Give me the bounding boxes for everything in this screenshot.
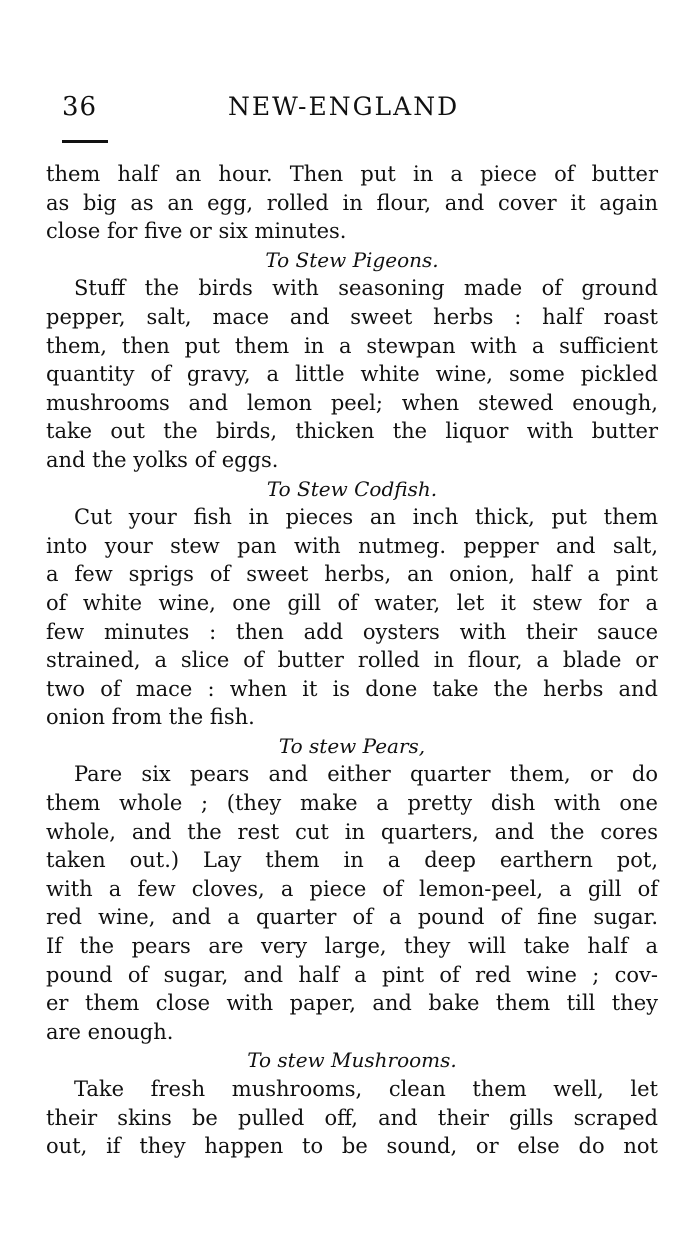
- text-line: out, if they happen to be sound, or else do not: [46, 1134, 658, 1159]
- header-rule: [62, 140, 108, 143]
- text-line: their skins be pulled off, and their gills scraped: [46, 1105, 658, 1130]
- text-line: er them close with paper, and bake them till they: [46, 991, 658, 1016]
- text-line: take out the birds, thicken the liquor with butter: [46, 419, 658, 444]
- page-text: [46, 160, 658, 1161]
- text-line: them, then put them in a stewpan with a sufficient: [46, 333, 658, 358]
- text-line: red wine, and a quarter of a pound of fine sugar.: [46, 905, 658, 930]
- text-line: of white wine, one gill of water, let it stew for a: [46, 590, 658, 615]
- text-line: two of mace : when it is done take the herbs and: [46, 676, 658, 701]
- text-line: whole, and the rest cut in quarters, and the cores: [46, 819, 658, 844]
- text-line: Pare six pears and either quarter them, or do: [74, 762, 658, 787]
- recipe-stew-mushrooms: [46, 1046, 658, 1160]
- recipe-heading: To stew Pears,: [278, 733, 426, 758]
- intro-paragraph: [46, 160, 658, 246]
- text-line: Stuff the birds with seasoning made of ground: [74, 276, 658, 301]
- text-line: them whole ; (they make a pretty dish with one: [46, 791, 658, 816]
- page-number: 36: [62, 92, 98, 122]
- text-line: are enough.: [46, 1019, 174, 1044]
- text-line: Take fresh mushrooms, clean them well, let: [74, 1077, 658, 1101]
- text-line: with a few cloves, a piece of lemon-peel, a gill of: [46, 876, 658, 901]
- text-line: onion from the fish.: [46, 705, 255, 730]
- text-line: close for five or six minutes.: [46, 219, 347, 244]
- recipe-stew-codfish: [46, 475, 658, 732]
- text-line: strained, a slice of butter rolled in flour, a blade or: [46, 648, 658, 673]
- recipe-heading: To Stew Codfish.: [266, 476, 438, 501]
- recipe-heading: To stew Mushrooms.: [247, 1048, 457, 1073]
- text-line: pound of sugar, and half a pint of red wine ; cov-: [46, 962, 658, 987]
- text-line: Cut your fish in pieces an inch thick, put them: [74, 505, 658, 530]
- recipe-stew-pigeons: [46, 246, 658, 475]
- text-line: into your stew pan with nutmeg. pepper and salt,: [46, 533, 658, 558]
- text-line: mushrooms and lemon peel; when stewed enough,: [46, 390, 658, 415]
- text-line: a few sprigs of sweet herbs, an onion, half a pint: [46, 562, 658, 587]
- text-line: few minutes : then add oysters with their sauce: [46, 619, 658, 644]
- text-line: quantity of gravy, a little white wine, some pickled: [46, 362, 658, 387]
- text-line: and the yolks of eggs.: [46, 447, 279, 472]
- recipe-stew-pears: [46, 732, 658, 1047]
- page-header: [62, 92, 642, 132]
- text-line: as big as an egg, rolled in flour, and cover it again: [46, 190, 658, 215]
- recipe-heading: To Stew Pigeons.: [265, 247, 439, 272]
- text-line: taken out.) Lay them in a deep earthern pot,: [46, 848, 658, 873]
- running-title: NEW-ENGLAND: [228, 92, 460, 121]
- text-line: pepper, salt, mace and sweet herbs : half roast: [46, 304, 658, 329]
- text-line: If the pears are very large, they will take half a: [46, 934, 658, 959]
- text-line: them half an hour. Then put in a piece of butter: [46, 162, 658, 186]
